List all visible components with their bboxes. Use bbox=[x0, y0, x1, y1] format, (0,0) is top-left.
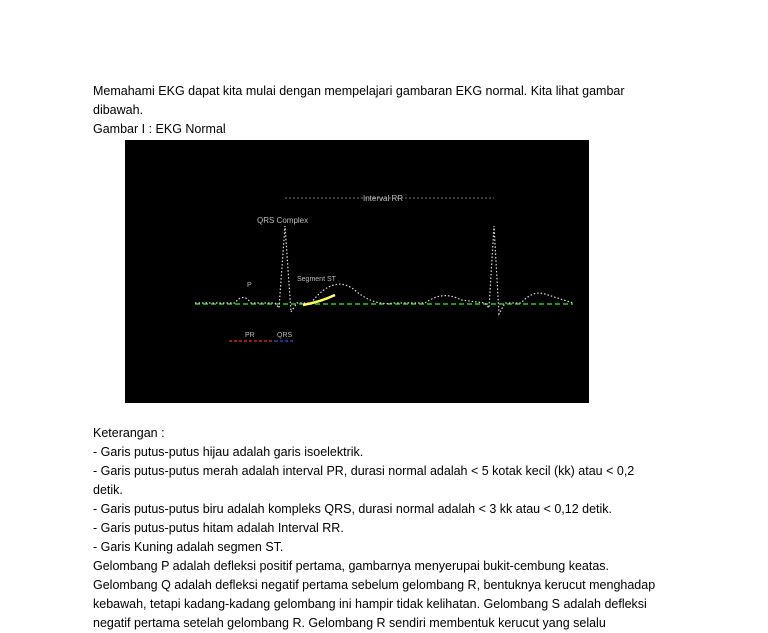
paragraph-line: kebawah, tetapi kadang-kadang gelombang ini hampir tidak kelihatan. Gelombang S adalah defleksi bbox=[93, 597, 647, 611]
paragraph-line: negatif pertama setelah gelombang R. Gelombang R sendiri membentuk kerucut yang selalu bbox=[93, 616, 606, 630]
paragraph-line: Gelombang Q adalah defleksi negatif pertama sebelum gelombang R, bentuknya kerucut menghadap bbox=[93, 578, 656, 592]
note-item: - Garis putus-putus merah adalah interval PR, durasi normal adalah < 5 kotak kecil (kk) atau < 0,2 bbox=[93, 464, 635, 478]
label-qrs: QRS bbox=[277, 332, 293, 339]
ekg-normal-figure bbox=[125, 140, 589, 403]
figure-caption: Gambar I : EKG Normal bbox=[93, 122, 226, 136]
label-segment-st: Segment ST bbox=[297, 276, 336, 283]
label-qrs-complex: QRS Complex bbox=[257, 216, 309, 225]
intro-text-line-1: Memahami EKG dapat kita mulai dengan mempelajari gambaran EKG normal. Kita lihat gambar bbox=[93, 84, 625, 98]
intro-text-line-2: dibawah. bbox=[93, 103, 144, 117]
document-intro bbox=[93, 82, 673, 139]
ekg-diagram bbox=[125, 140, 589, 403]
note-item: - Garis putus-putus hijau adalah garis isoelektrik. bbox=[93, 445, 364, 459]
note-item: - Garis putus-putus hitam adalah Interval RR. bbox=[93, 521, 344, 535]
label-interval-rr: Interval RR bbox=[363, 194, 404, 203]
note-item: detik. bbox=[93, 483, 123, 497]
label-pr: PR bbox=[245, 332, 255, 339]
notes-section bbox=[93, 424, 683, 633]
note-item: - Garis Kuning adalah segmen ST. bbox=[93, 540, 284, 554]
paragraph-line: Gelombang P adalah defleksi positif pertama, gambarnya menyerupai bukit-cembung keatas. bbox=[93, 559, 610, 573]
notes-heading: Keterangan : bbox=[93, 426, 165, 440]
label-p: P bbox=[247, 282, 252, 289]
note-item: - Garis putus-putus biru adalah kompleks QRS, durasi normal adalah < 3 kk atau < 0,12 detik. bbox=[93, 502, 613, 516]
ekg-trace bbox=[195, 226, 573, 314]
